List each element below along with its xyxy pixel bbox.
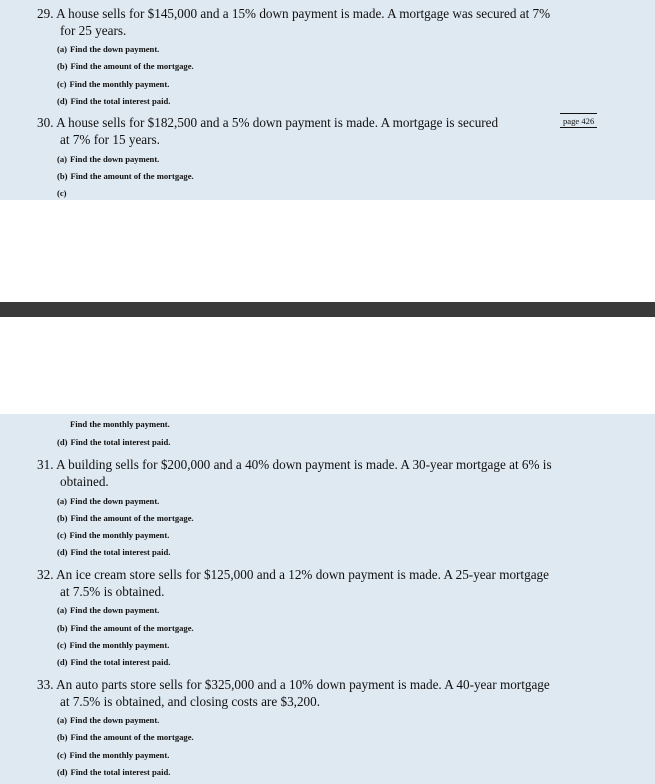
part-label: (c): [57, 188, 67, 198]
part-label: (a): [57, 44, 68, 54]
part-label: (d): [57, 437, 68, 447]
part-text: Find the amount of the mortgage.: [70, 732, 194, 742]
problem-33-part-a: [57, 715, 159, 726]
part-text: Find the down payment.: [70, 715, 160, 725]
part-label: (d): [57, 547, 68, 557]
problem-31-text: [37, 457, 617, 490]
problem-30-text: [37, 115, 617, 148]
problem-31-part-c: [57, 530, 169, 541]
problem-number: 32.: [37, 567, 54, 582]
part-text: Find the down payment.: [70, 496, 160, 506]
problem-29-part-c: [57, 79, 169, 90]
part-text: Find the monthly payment.: [69, 750, 170, 760]
part-label: (b): [57, 513, 68, 523]
problem-31-part-b: [57, 513, 194, 524]
part-label: (b): [57, 623, 68, 633]
problem-33-text: [37, 677, 617, 710]
part-label: (d): [57, 657, 68, 667]
problem-line-2: at 7% for 15 years.: [60, 131, 160, 147]
part-label: (b): [57, 732, 68, 742]
problem-number: 30.: [37, 115, 54, 130]
problem-line-1: A building sells for $200,000 and a 40% down payment is made. A 30-year mortgage at 6% is: [56, 457, 552, 472]
part-text: Find the amount of the mortgage.: [70, 171, 194, 181]
problem-number: 29.: [37, 6, 54, 21]
part-text: Find the monthly payment.: [69, 79, 170, 89]
page-divider-bar: [0, 302, 655, 317]
part-text: Find the total interest paid.: [70, 96, 171, 106]
page-reference-marker: page 426: [560, 116, 597, 128]
part-text: Find the amount of the mortgage.: [70, 61, 194, 71]
part-label: (c): [57, 79, 67, 89]
part-label: (a): [57, 605, 68, 615]
problem-29-part-a: [57, 44, 159, 55]
page-blank-area: [0, 317, 655, 414]
problem-29-part-d: [57, 96, 170, 107]
problem-32-text: [37, 567, 617, 600]
problem-32-part-b: [57, 623, 194, 634]
part-text: Find the down payment.: [70, 154, 160, 164]
problem-line-1: A house sells for $145,000 and a 15% down payment is made. A mortgage was secured at 7%: [56, 6, 551, 21]
part-label: (b): [57, 171, 68, 181]
part-text: Find the monthly payment.: [70, 419, 170, 429]
problem-29-text: [37, 6, 617, 39]
problem-31-part-d: [57, 547, 170, 558]
part-text: Find the total interest paid.: [70, 657, 171, 667]
problem-number: 31.: [37, 457, 54, 472]
part-label: (b): [57, 61, 68, 71]
problem-30-part-c-label: [57, 188, 70, 199]
problem-30-part-d: [57, 437, 170, 448]
problem-30-part-a: [57, 154, 159, 165]
problem-line-2: at 7.5% is obtained, and closing costs are $3,200.: [60, 693, 321, 709]
part-text: Find the monthly payment.: [69, 640, 170, 650]
part-text: Find the down payment.: [70, 605, 160, 615]
problem-29-part-b: [57, 61, 194, 72]
part-label: (a): [57, 154, 68, 164]
problem-33-part-c: [57, 750, 169, 761]
problem-32-part-c: [57, 640, 169, 651]
part-text: Find the total interest paid.: [70, 547, 171, 557]
part-label: (a): [57, 496, 68, 506]
problem-line-2: at 7.5% is obtained.: [60, 583, 165, 599]
problem-33-part-d: [57, 767, 170, 778]
problem-30-part-b: [57, 171, 194, 182]
problem-30-part-c-text: [70, 419, 170, 430]
problem-32-part-d: [57, 657, 170, 668]
problem-line-1: A house sells for $182,500 and a 5% down payment is made. A mortgage is secured: [56, 115, 499, 130]
problem-line-2: for 25 years.: [60, 22, 127, 38]
part-text: Find the down payment.: [70, 44, 160, 54]
part-text: Find the total interest paid.: [70, 437, 171, 447]
part-label: (c): [57, 640, 67, 650]
part-text: Find the total interest paid.: [70, 767, 171, 777]
part-label: (d): [57, 96, 68, 106]
part-text: Find the amount of the mortgage.: [70, 623, 194, 633]
problem-line-2: obtained.: [60, 473, 109, 489]
problem-32-part-a: [57, 605, 159, 616]
problem-line-1: An auto parts store sells for $325,000 and a 10% down payment is made. A 40-year mortgage: [56, 677, 550, 692]
part-text: Find the monthly payment.: [69, 530, 170, 540]
part-text: Find the amount of the mortgage.: [70, 513, 194, 523]
part-label: (c): [57, 530, 67, 540]
problem-number: 33.: [37, 677, 54, 692]
page-blank-area: [0, 200, 655, 302]
part-label: (d): [57, 767, 68, 777]
problem-31-part-a: [57, 496, 159, 507]
problem-line-1: An ice cream store sells for $125,000 and a 12% down payment is made. A 25-year mortgage: [56, 567, 549, 582]
part-label: (c): [57, 750, 67, 760]
problem-33-part-b: [57, 732, 194, 743]
part-label: (a): [57, 715, 68, 725]
